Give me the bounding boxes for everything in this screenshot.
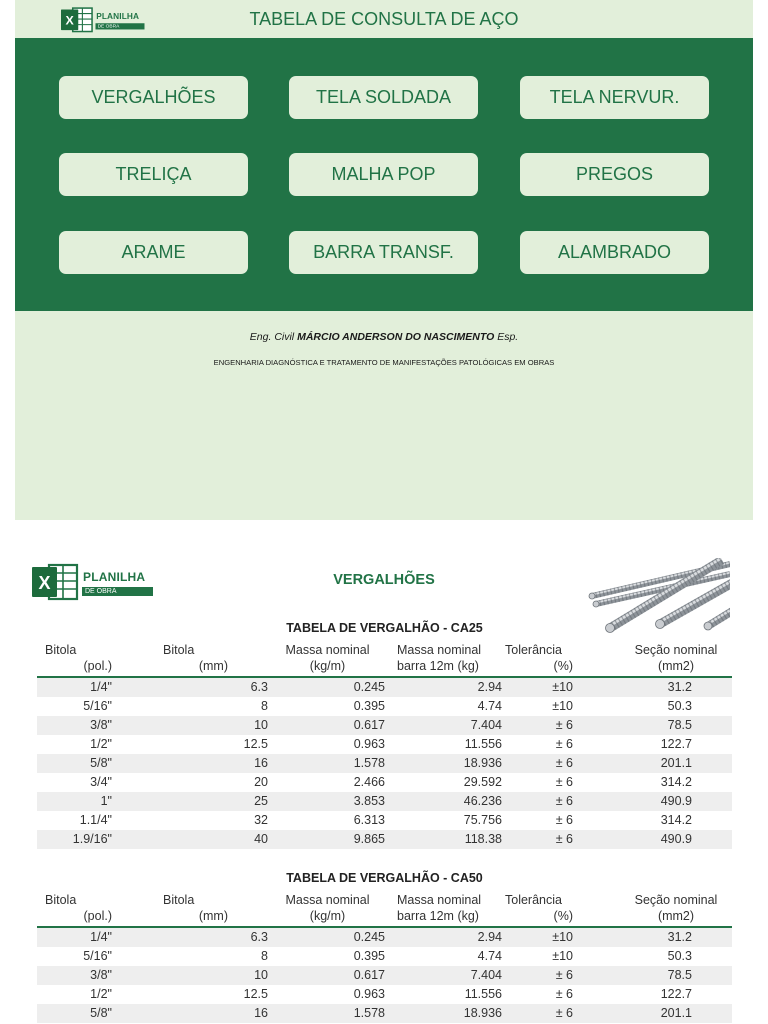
rebar-table-ca50 [37, 870, 732, 1023]
column-header-line: Massa nominal [285, 643, 370, 657]
column-header-line: barra 12m (kg) [397, 909, 479, 923]
table-row [37, 947, 732, 966]
column-header-line: Bitola [45, 893, 77, 907]
table-cell: 32 [254, 813, 268, 827]
column-header [505, 892, 573, 926]
column-header-line: (kg/m) [309, 909, 346, 923]
table-row [37, 1004, 732, 1023]
menu-button-malha-pop[interactable]: MALHA POP [289, 153, 478, 196]
table-cell: 5/16" [83, 949, 112, 963]
table-cell: 0.617 [353, 718, 385, 732]
table-cell: ± 6 [555, 756, 573, 770]
table-cell: 16 [254, 756, 268, 770]
table-cell: 10 [254, 968, 268, 982]
column-header-line: (%) [553, 909, 573, 923]
column-header [397, 892, 493, 926]
table-cell: 0.395 [353, 699, 385, 713]
column-header-line: (mm) [198, 909, 228, 923]
table-row [37, 792, 732, 811]
table-cell: ± 6 [555, 987, 573, 1001]
author-suffix: Esp. [497, 331, 519, 343]
table-body [37, 928, 732, 1023]
table-cell: 20 [254, 775, 268, 789]
table-title: TABELA DE VERGALHÃO - CA50 [286, 871, 483, 885]
table-cell: ± 6 [555, 737, 573, 751]
rebar-bar-end [589, 593, 595, 599]
column-header-line: Massa nominal [397, 893, 482, 907]
table-cell: ± 6 [555, 775, 573, 789]
table-cell: 1/4" [90, 680, 112, 694]
table-cell: 16 [254, 1006, 268, 1020]
table-cell: 3/8" [90, 968, 112, 982]
logo-letter: X [65, 13, 74, 28]
column-header-line: barra 12m (kg) [397, 659, 479, 673]
table-cell: 2.94 [477, 930, 502, 944]
table-cell: 0.963 [353, 987, 385, 1001]
table-cell: 122.7 [660, 987, 692, 1001]
logo-main-text: PLANILHA [83, 570, 146, 584]
author-tagline: ENGENHARIA DIAGNÓSTICA E TRATAMENTO DE MANIFESTAÇÕES PATOLÓGICAS EM OBRAS [213, 358, 555, 367]
table-cell: 1.578 [353, 756, 385, 770]
author-prefix: Eng. Civil [249, 331, 295, 343]
table-cell: ±10 [552, 949, 573, 963]
column-header [630, 892, 722, 926]
column-header-line: (pol.) [83, 909, 112, 923]
table-cell: 10 [254, 718, 268, 732]
table-cell: 31.2 [667, 930, 692, 944]
column-header-line: Bitola [163, 893, 195, 907]
table-cell: 1/2" [90, 737, 112, 751]
column-header [45, 892, 112, 926]
page-title: TABELA DE CONSULTA DE AÇO [249, 9, 519, 29]
table-cell: 11.556 [464, 987, 502, 1001]
table-cell: ± 6 [555, 968, 573, 982]
menu-button-barra-transf[interactable]: BARRA TRANSF. [289, 231, 478, 274]
table-cell: 1/4" [90, 930, 112, 944]
column-header-line: Tolerância [505, 893, 562, 907]
table-cell: 3.853 [353, 794, 385, 808]
table-cell: 18.936 [463, 1006, 502, 1020]
table-cell: 29.592 [463, 775, 502, 789]
menu-button-vergalhoes[interactable]: VERGALHÕES [59, 76, 248, 119]
table-cell: ± 6 [555, 718, 573, 732]
column-header [280, 642, 375, 676]
table-cell: 1.578 [353, 1006, 385, 1020]
menu-button-tela-soldada[interactable]: TELA SOLDADA [289, 76, 478, 119]
table-cell: 1" [100, 794, 112, 808]
table-row [37, 773, 732, 792]
table-cell: 3/8" [90, 718, 112, 732]
table-cell: 8 [261, 949, 268, 963]
table-cell: 201.1 [660, 1006, 692, 1020]
table-body [37, 678, 732, 849]
table-row [37, 678, 732, 697]
logo-sub-text: DE OBRA [82, 587, 153, 596]
author-name: MÁRCIO ANDERSON DO NASCIMENTO [297, 331, 495, 343]
column-header-line: (%) [553, 659, 573, 673]
category-menu [15, 38, 753, 311]
logo-main-text: PLANILHA [96, 11, 140, 22]
menu-button-tela-nervurada[interactable]: TELA NERVUR. [520, 76, 709, 119]
column-header-line: Bitola [45, 643, 77, 657]
table-cell: ± 6 [555, 832, 573, 846]
column-header [630, 642, 722, 676]
table-cell: 6.3 [250, 930, 268, 944]
table-cell: 11.556 [464, 737, 502, 751]
column-header [397, 642, 493, 676]
table-header [37, 892, 732, 926]
table-row [37, 811, 732, 830]
column-header-line: Massa nominal [285, 893, 370, 907]
table-row [37, 754, 732, 773]
table-cell: 201.1 [660, 756, 692, 770]
rebar-table-ca25 [37, 620, 732, 849]
table-cell: 31.2 [667, 680, 692, 694]
table-cell: 46.236 [463, 794, 502, 808]
table-cell: 25 [254, 794, 268, 808]
table-cell: 490.9 [660, 794, 692, 808]
column-header-line: Massa nominal [397, 643, 482, 657]
table-row [37, 928, 732, 947]
table-cell: 0.245 [353, 680, 385, 694]
table-cell: 4.74 [477, 949, 502, 963]
table-cell: 5/8" [90, 756, 112, 770]
column-header-line: Bitola [163, 643, 195, 657]
column-header [163, 642, 228, 676]
column-header-line: (pol.) [83, 659, 112, 673]
table-cell: 50.3 [667, 949, 692, 963]
table-cell: 2.466 [353, 775, 385, 789]
table-cell: 8 [261, 699, 268, 713]
author-credit [15, 330, 753, 344]
table-cell: 12.5 [243, 737, 268, 751]
table-cell: ±10 [552, 699, 573, 713]
table-title: TABELA DE VERGALHÃO - CA25 [286, 621, 483, 635]
table-cell: 75.756 [463, 813, 502, 827]
table-cell: 78.5 [667, 718, 692, 732]
column-header-line: Tolerância [505, 643, 562, 657]
section-title: VERGALHÕES [333, 572, 435, 588]
column-header-line: (mm2) [657, 659, 695, 673]
table-cell: ± 6 [555, 1006, 573, 1020]
table-row [37, 985, 732, 1004]
table-cell: 40 [254, 832, 268, 846]
table-cell: ± 6 [555, 794, 573, 808]
table-cell: 6.3 [250, 680, 268, 694]
table-cell: 9.865 [353, 832, 385, 846]
table-cell: 2.94 [477, 680, 502, 694]
column-header-line: (mm2) [657, 909, 695, 923]
table-row [37, 830, 732, 849]
table-cell: 314.2 [660, 775, 692, 789]
table-row [37, 716, 732, 735]
table-cell: 122.7 [660, 737, 692, 751]
column-header [45, 642, 112, 676]
table-cell: 0.963 [353, 737, 385, 751]
table-cell: 78.5 [667, 968, 692, 982]
table-cell: 314.2 [660, 813, 692, 827]
logo-sub-text: DE OBRA [96, 23, 145, 29]
table-cell: 490.9 [660, 832, 692, 846]
column-header-line: Seção nominal [634, 893, 718, 907]
column-header-line: (mm) [198, 659, 228, 673]
rebar-bar-end [593, 601, 599, 607]
table-cell: 50.3 [667, 699, 692, 713]
table-cell: 1/2" [90, 987, 112, 1001]
column-header [163, 892, 228, 926]
table-cell: 0.617 [353, 968, 385, 982]
table-cell: 1.9/16" [72, 832, 112, 846]
column-header-line: Seção nominal [634, 643, 718, 657]
table-row [37, 966, 732, 985]
menu-button-pregos[interactable]: PREGOS [520, 153, 709, 196]
table-cell: 7.404 [470, 968, 502, 982]
table-row [37, 697, 732, 716]
menu-button-alambrado[interactable]: ALAMBRADO [520, 231, 709, 274]
column-header-line: (kg/m) [309, 659, 346, 673]
column-header [505, 642, 573, 676]
column-header [280, 892, 375, 926]
table-header [37, 642, 732, 676]
table-cell: 6.313 [353, 813, 385, 827]
table-cell: 5/16" [83, 699, 112, 713]
table-cell: 1.1/4" [79, 813, 112, 827]
menu-button-arame[interactable]: ARAME [59, 231, 248, 274]
table-cell: 18.936 [463, 756, 502, 770]
table-cell: 12.5 [243, 987, 268, 1001]
table-cell: ±10 [552, 680, 573, 694]
table-cell: 0.245 [353, 930, 385, 944]
table-cell: 5/8" [90, 1006, 112, 1020]
logo-letter: X [38, 573, 51, 593]
menu-button-trelica[interactable]: TRELIÇA [59, 153, 248, 196]
table-cell: 3/4" [90, 775, 112, 789]
table-cell: 7.404 [470, 718, 502, 732]
table-row [37, 735, 732, 754]
table-cell: 4.74 [477, 699, 502, 713]
table-cell: 118.38 [464, 832, 502, 846]
table-cell: ±10 [552, 930, 573, 944]
table-cell: 0.395 [353, 949, 385, 963]
table-cell: ± 6 [555, 813, 573, 827]
top-panel [15, 0, 753, 520]
